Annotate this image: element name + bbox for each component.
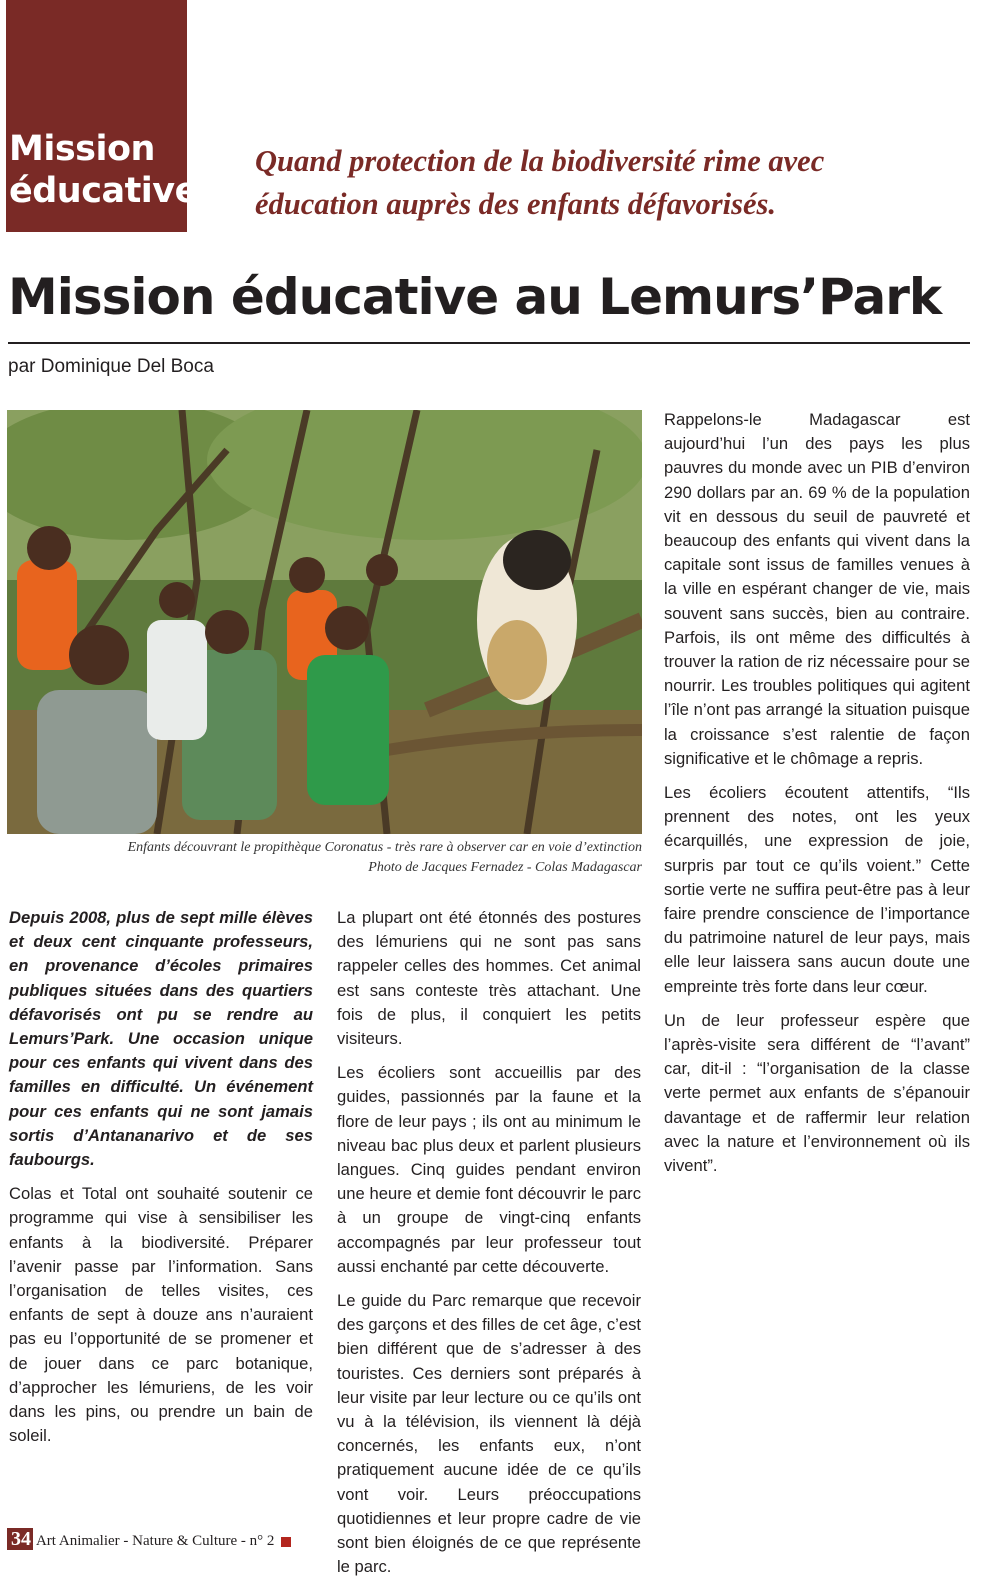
article-photo [7, 410, 642, 834]
section-tag-label: Mission éducative [9, 129, 198, 211]
body-paragraph: La plupart ont été étonnés des postures des lémuriens qui ne sont pas sans rappeler celles des hommes. Cet animal est sans conteste très attachant. Une fois de plus, il conquiert les petits visiteurs. [337, 908, 641, 1049]
article-column-1 [9, 906, 313, 1458]
title-divider [8, 342, 970, 344]
body-paragraph: Les écoliers écoutent attentifs, “Ils prennent des notes, ont les yeux écarquillés, une expression de joie, surpris par tout ce qu’ils voient.” Cette sortie verte ne suffira peut-être pas à leur faire prendre conscience de l’importance du patrimoine naturel de leur pays, mais elle leur laissera sans aucun doute une empreinte très forte dans leur cœur. [664, 783, 970, 996]
body-paragraph: Colas et Total ont souhaité soutenir ce programme qui vise à sensibiliser les enfants à la biodiversité. Préparer l’avenir passe par l’information. Sans l’organisation de telles visites, ces enfants de sept à douze ans n’auraient pas eu l’opportunité de se promener et de jouer dans ce parc botanique, d’approcher les lémuriens, de les voir dans les pins, ou prendre un bain de soleil. [9, 1184, 313, 1446]
section-tag [6, 0, 198, 232]
article-tagline: Quand protection de la biodiversité rime avec éducation auprès des enfants défavorisés. [255, 144, 825, 221]
footer-square-icon [281, 1537, 291, 1547]
body-paragraph: Un de leur professeur espère que l’après-visite sera différent de “l’avant” car, dit-il : “l’organisation de la classe verte permet aux enfants de s’épanouir davantage et de raffermir leur relation avec la nature et l’environnement où ils vivent”. [664, 1010, 970, 1176]
body-paragraph: Le guide du Parc remarque que recevoir des garçons et des filles de cet âge, c’est bien différent que de s’adresser à des touristes. Ces derniers sont préparés à leur visite par leur lecture ou ce qu’ils ont vu à la télévision, ils viennent là déjà concernés, les enfants eux, n’ont pratiquement aucune idée de ce qu’ils vont voir. Leurs préoccupations quotidiennes et leur propre cadre de vie sont bien éloignés de ce que représente le parc. [337, 1291, 641, 1577]
article-title: Mission éducative au Lemurs’Park [8, 268, 942, 326]
article-column-2 [337, 906, 641, 1589]
article-byline: par Dominique Del Boca [8, 356, 214, 377]
page-footer [7, 1527, 291, 1553]
body-paragraph: Rappelons-le Madagascar est aujourd’hui l’un des pays les plus pauvres du monde avec un PIB d’environ 290 dollars par an. 69 % de la population vit en dessous du seuil de pauvreté et beaucoup des enfants qui vivent dans la capitale sont issus de familles venues à la ville en espérant changer de vie, mais souvent sans succès, bien au contraire. Parfois, ils ont même des difficultés à trouver la ration de riz nécessaire pour se nourrir. Les troubles politiques qui agitent l’île n’ont pas arrangé la situation puisque la croissance s’est ralentie de façon significative et le chômage a repris. [664, 410, 970, 768]
photo-caption: Enfants découvrant le propithèque Coronatus - très rare à observer car en voie d’extinction Photo de Jacques Fernadez - Colas Madagascar [127, 840, 642, 875]
lead-paragraph: Depuis 2008, plus de sept mille élèves et deux cent cinquante professeurs, en provenance d’écoles primaires publiques situées dans des quartiers défavorisés ont pu se rendre au Lemurs’Park. Une occasion unique pour ces enfants qui vivent dans des familles en difficulté. Un événement pour ces enfants qui ne sont jamais sortis d’Antananarivo et de ses faubourgs. [9, 908, 313, 1170]
page-number: 34 [7, 1528, 33, 1550]
photo-illustration [7, 410, 642, 834]
magazine-name: Art Animalier - Nature & Culture - n° 2 [35, 1533, 275, 1549]
body-paragraph: Les écoliers sont accueillis par des guides, passionnés par la faune et la flore de leur pays ; ils ont au minimum le niveau bac plus deux et parlent plusieurs langues. Cinq guides pendant environ une heure et demie font découvrir le parc à un groupe de vingt-cinq enfants accompagnés par leur professeur tout aussi enchanté par cette découverte. [337, 1063, 641, 1276]
article-column-3 [664, 408, 970, 1188]
